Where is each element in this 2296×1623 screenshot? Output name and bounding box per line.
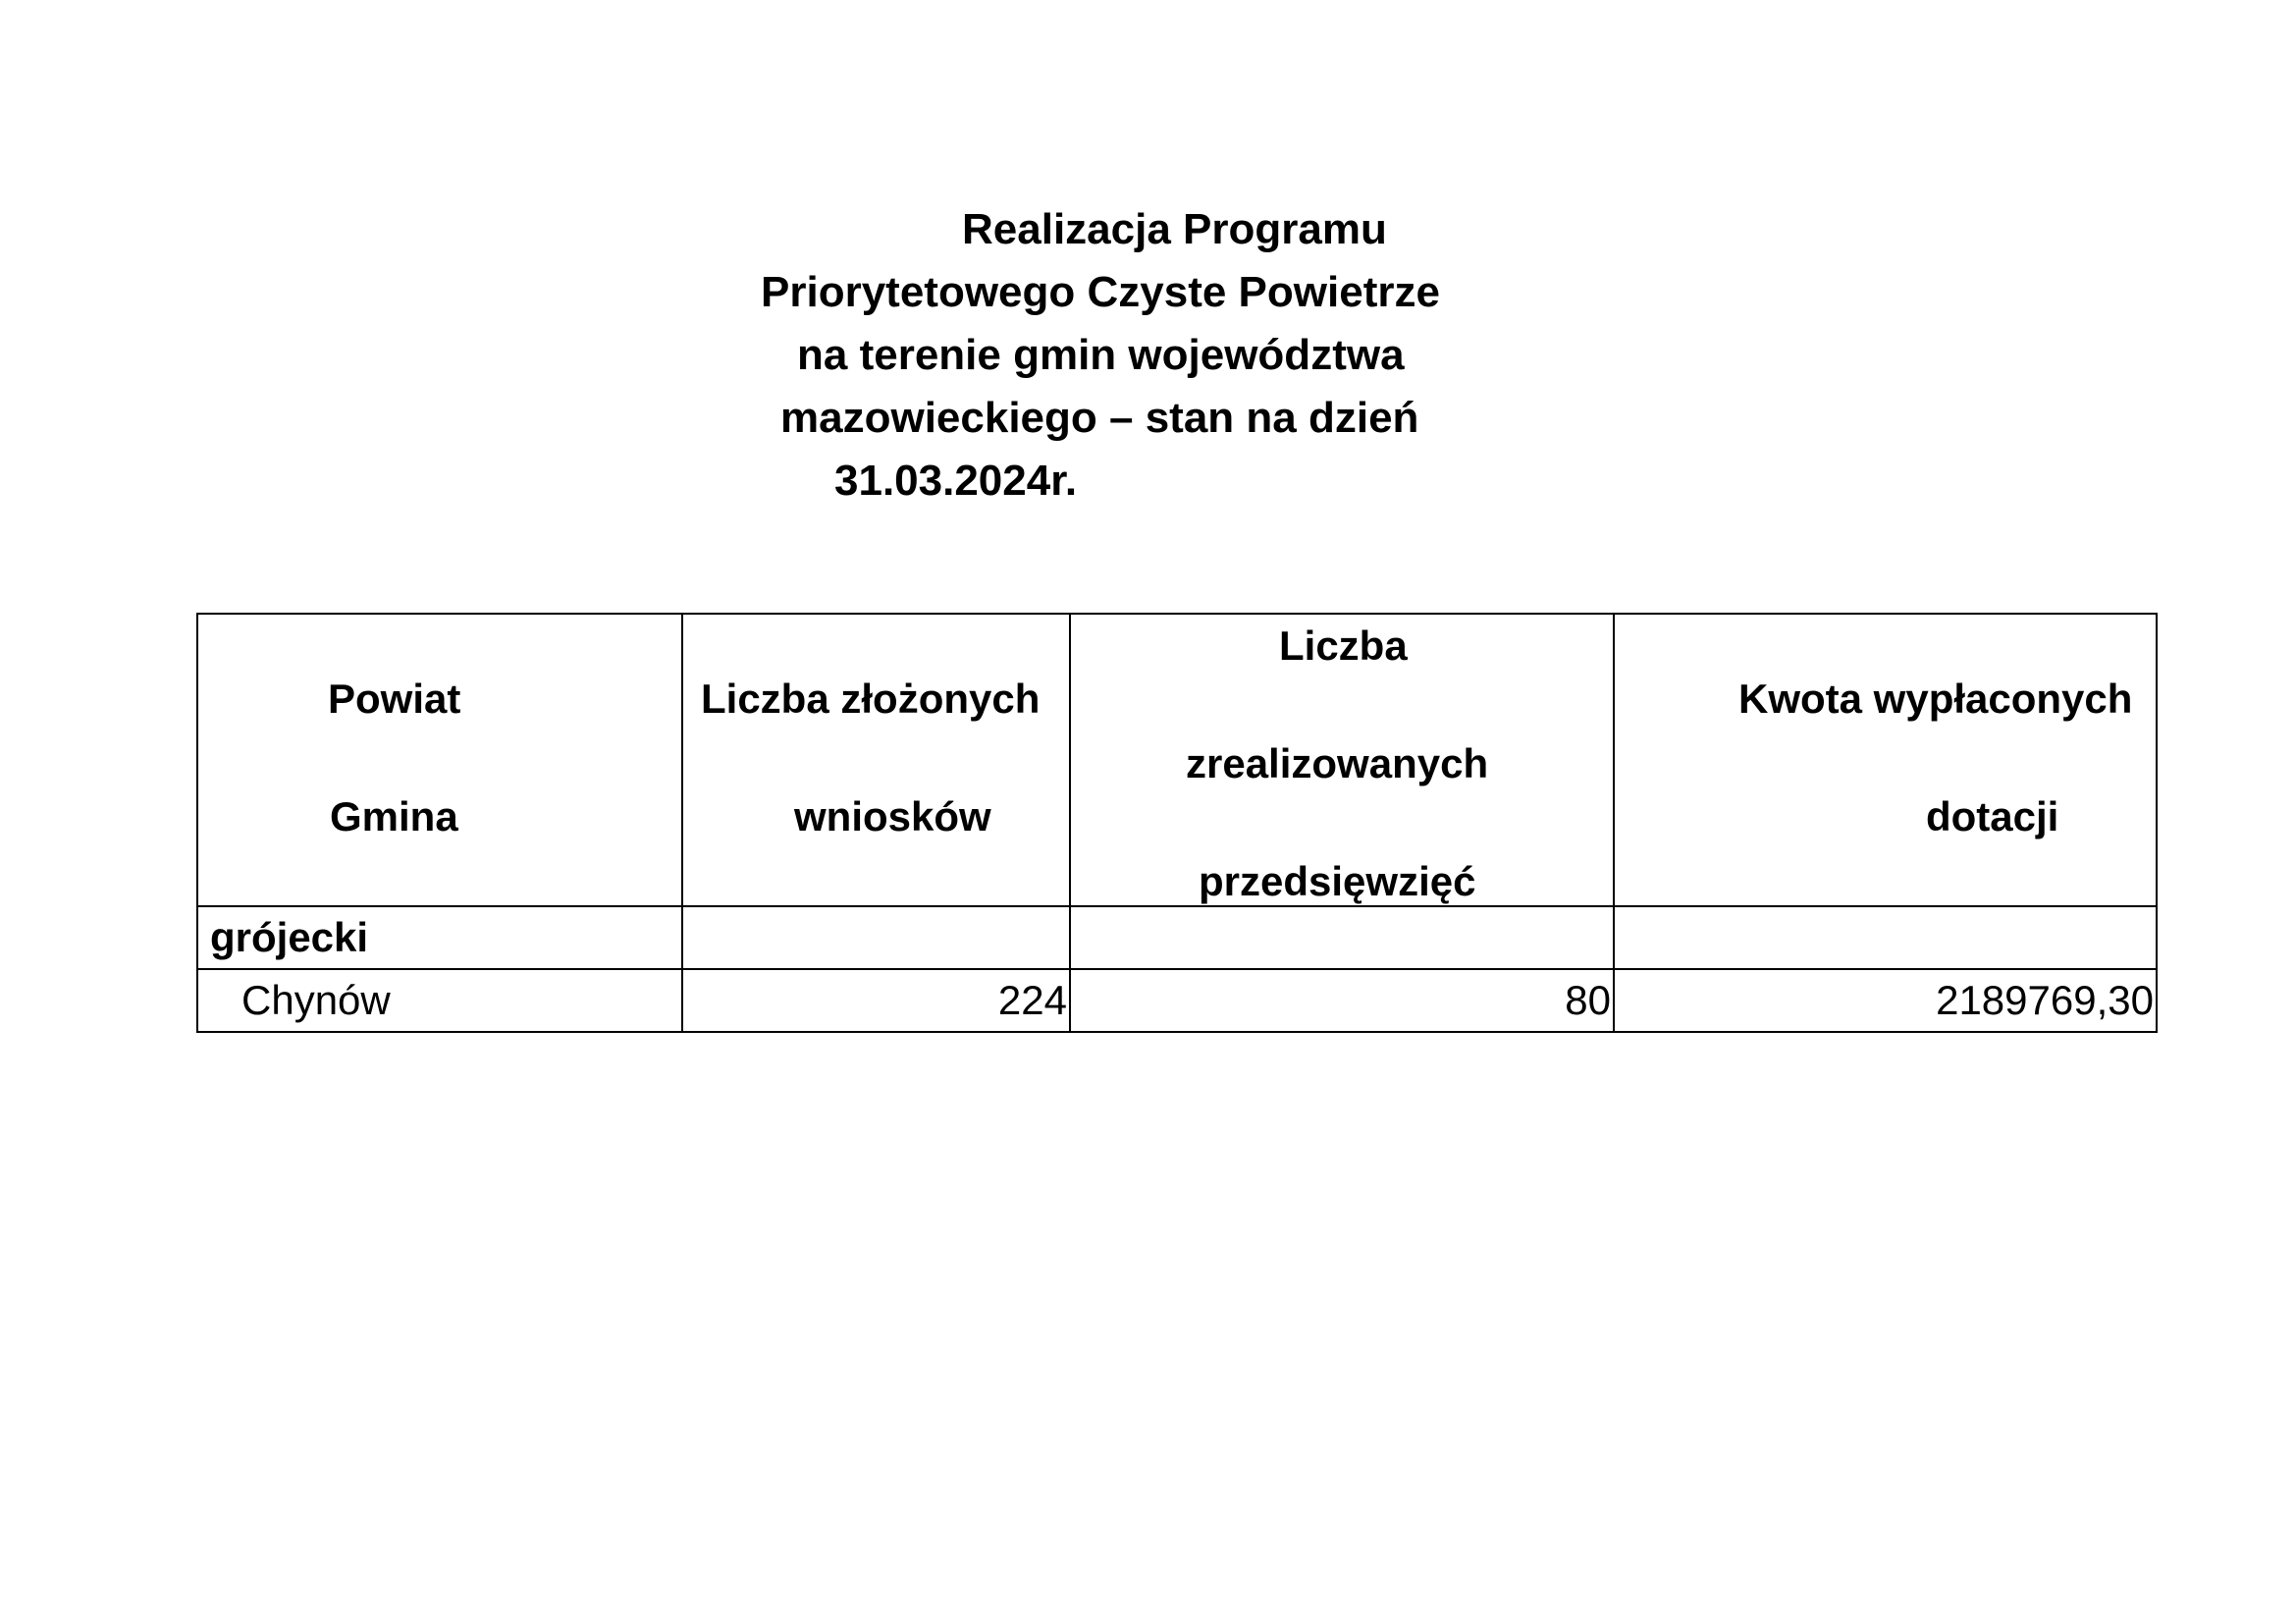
- header-wnioski: [682, 614, 1070, 906]
- powiat-empty-cell-kwota: [1614, 906, 2157, 969]
- title-line-1: Realizacja Programu: [962, 205, 1387, 253]
- title-line-3: na terenie gmin województwa: [797, 331, 1405, 379]
- header-przedsiewziecia-line-2: zrealizowanych: [1186, 740, 1489, 786]
- gmina-name-cell: Chynów: [197, 969, 682, 1032]
- document-title: [0, 0, 2296, 550]
- powiat-name-cell: grójecki: [197, 906, 682, 969]
- powiat-empty-cell-wnioski: [682, 906, 1070, 969]
- header-powiat-label: Powiat: [328, 676, 461, 722]
- header-kwota: [1614, 614, 2157, 906]
- report-table: [196, 613, 2158, 1033]
- header-kwota-line-2: dotacji: [1926, 793, 2059, 839]
- title-line-5: 31.03.2024r.: [834, 457, 1078, 505]
- header-przedsiewziecia-line-3: przedsięwzięć: [1199, 858, 1476, 904]
- header-powiat-gmina: [197, 614, 682, 906]
- table-header-row: [197, 614, 2157, 906]
- header-gmina-label: Gmina: [330, 793, 458, 839]
- header-przedsiewziecia-line-1: Liczba: [1279, 622, 1408, 669]
- wnioski-value-cell: 224: [682, 969, 1070, 1032]
- header-przedsiewziecia: [1070, 614, 1614, 906]
- table-row: [197, 969, 2157, 1032]
- table-row-powiat: [197, 906, 2157, 969]
- title-line-4: mazowieckiego – stan na dzień: [780, 394, 1419, 442]
- header-wnioski-line-2: wniosków: [794, 793, 991, 839]
- header-kwota-line-1: Kwota wypłaconych: [1738, 676, 2133, 722]
- przedsiewziecia-value-cell: 80: [1070, 969, 1614, 1032]
- kwota-value-cell: 2189769,30: [1614, 969, 2157, 1032]
- title-line-2: Priorytetowego Czyste Powietrze: [761, 268, 1440, 316]
- header-wnioski-line-1: Liczba złożonych: [701, 676, 1041, 722]
- powiat-empty-cell-przedsiewziecia: [1070, 906, 1614, 969]
